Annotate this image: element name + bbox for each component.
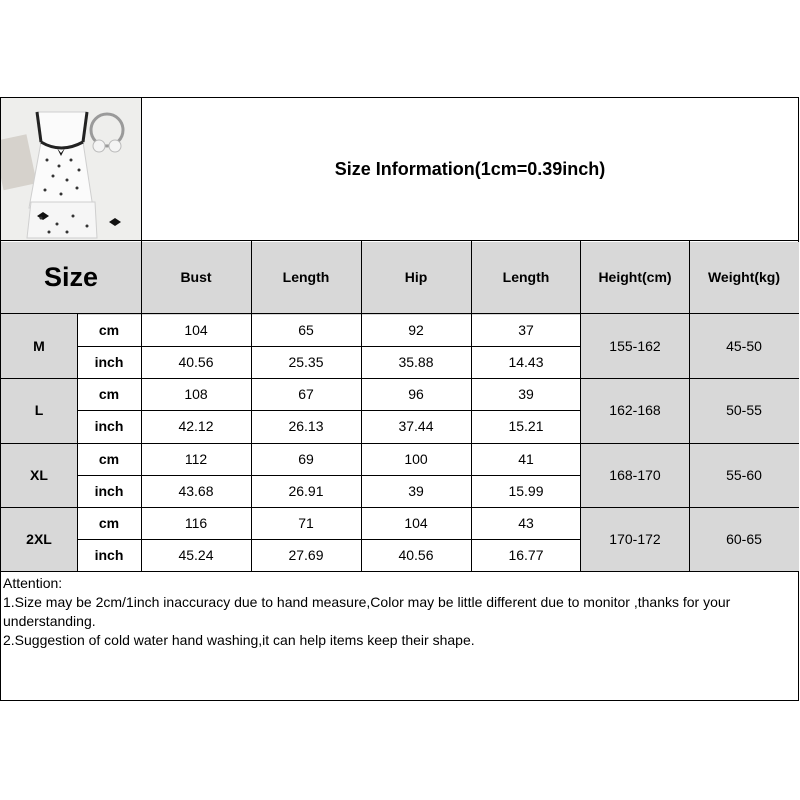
value-cell: 14.43 (508, 354, 544, 370)
weight-range: 50-55 (726, 402, 762, 418)
grid-line (0, 240, 799, 241)
col-weight: Weight(kg) (707, 269, 781, 285)
grid-line (361, 241, 362, 571)
value-cell: 40.56 (398, 547, 434, 563)
grid-line (0, 507, 799, 508)
attention-heading: Attention: (3, 575, 63, 591)
size-label: XL (30, 467, 48, 483)
grid-line (77, 475, 581, 476)
grid-line (0, 571, 799, 572)
value-cell: 37.44 (398, 418, 434, 434)
grid-line (77, 410, 581, 411)
col-height: Height(cm) (598, 269, 672, 285)
size-label: L (34, 402, 44, 418)
value-cell: 26.13 (288, 418, 324, 434)
value-cell: 26.91 (288, 483, 324, 499)
value-cell: 42.12 (178, 418, 214, 434)
value-cell: 71 (298, 515, 314, 531)
grid-line (77, 539, 581, 540)
grid-line (0, 378, 799, 379)
value-cell: 65 (298, 322, 314, 338)
height-range: 155-162 (609, 338, 661, 354)
unit-label: cm (98, 451, 120, 467)
value-cell: 16.77 (508, 547, 544, 563)
size-label: 2XL (26, 531, 52, 547)
value-cell: 67 (298, 386, 314, 402)
col-hip: Hip (404, 269, 428, 285)
value-cell: 100 (404, 451, 428, 467)
col-bust: Bust (180, 269, 212, 285)
value-cell: 104 (184, 322, 208, 338)
page-title: Size Information(1cm=0.39inch) (334, 158, 606, 179)
value-cell: 92 (408, 322, 424, 338)
weight-range: 60-65 (726, 531, 762, 547)
unit-label: inch (94, 418, 124, 434)
grid-line (77, 346, 581, 347)
value-cell: 37 (518, 322, 534, 338)
grid-line (251, 241, 252, 571)
value-cell: 27.69 (288, 547, 324, 563)
height-range: 162-168 (609, 402, 661, 418)
weight-range: 55-60 (726, 467, 762, 483)
col-top-length: Length (282, 269, 330, 285)
value-cell: 41 (518, 451, 534, 467)
value-cell: 25.35 (288, 354, 324, 370)
unit-label: inch (94, 354, 124, 370)
size-header: Size (43, 261, 99, 292)
unit-label: cm (98, 322, 120, 338)
value-cell: 69 (298, 451, 314, 467)
value-cell: 108 (184, 386, 208, 402)
attention-notes (3, 574, 798, 650)
value-cell: 104 (404, 515, 428, 531)
size-label: M (33, 338, 45, 354)
value-cell: 39 (518, 386, 534, 402)
attention-note-1: 1.Size may be 2cm/1inch inaccuracy due to hand measure,Color may be little different due to monitor ,thanks for your understanding. (3, 594, 731, 629)
grid-line (580, 241, 581, 571)
unit-label: cm (98, 515, 120, 531)
grid-line (77, 313, 78, 571)
height-range: 170-172 (609, 531, 661, 547)
value-cell: 35.88 (398, 354, 434, 370)
value-cell: 43.68 (178, 483, 214, 499)
value-cell: 96 (408, 386, 424, 402)
grid-line (689, 241, 690, 571)
col-bottom-length: Length (502, 269, 550, 285)
unit-label: cm (98, 386, 120, 402)
value-cell: 116 (184, 515, 208, 531)
unit-label: inch (94, 547, 124, 563)
value-cell: 15.21 (508, 418, 544, 434)
value-cell: 39 (408, 483, 424, 499)
attention-note-2: 2.Suggestion of cold water hand washing,it can help items keep their shape. (3, 632, 475, 648)
grid-line (0, 313, 799, 314)
unit-label: inch (94, 483, 124, 499)
value-cell: 45.24 (178, 547, 214, 563)
value-cell: 15.99 (508, 483, 544, 499)
grid-line (0, 443, 799, 444)
value-cell: 40.56 (178, 354, 214, 370)
value-cell: 43 (518, 515, 534, 531)
height-range: 168-170 (609, 467, 661, 483)
grid-line (141, 98, 142, 571)
value-cell: 112 (184, 451, 208, 467)
grid-line (471, 241, 472, 571)
weight-range: 45-50 (726, 338, 762, 354)
